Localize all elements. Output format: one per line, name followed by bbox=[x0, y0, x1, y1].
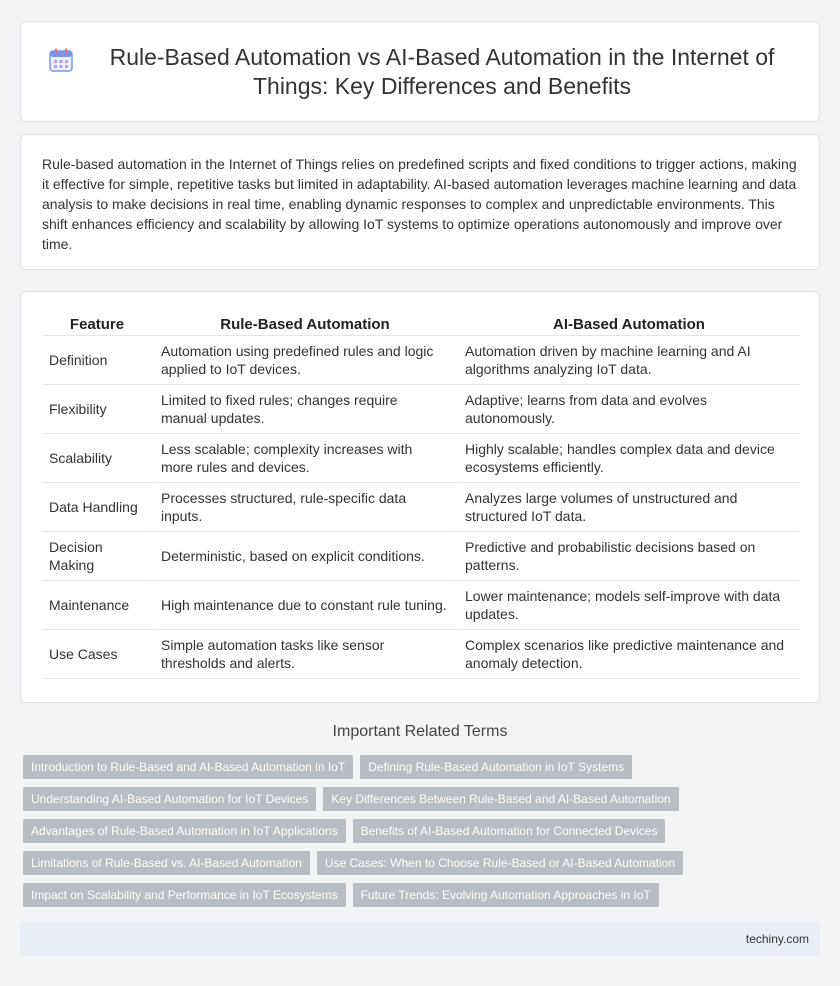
related-term-link[interactable]: Benefits of AI-Based Automation for Connected Devices bbox=[353, 819, 666, 843]
table-row bbox=[43, 532, 799, 581]
rule-based-cell: Processes structured, rule-specific data inputs. bbox=[151, 483, 455, 532]
rule-based-cell: Automation using predefined rules and logic applied to IoT devices. bbox=[151, 336, 455, 385]
intro-card bbox=[20, 134, 820, 270]
table-row bbox=[43, 581, 799, 630]
tag-row bbox=[23, 819, 823, 843]
related-terms-heading: Important Related Terms bbox=[332, 723, 508, 740]
tag-row bbox=[23, 755, 823, 779]
rule-based-cell: Deterministic, based on explicit conditions. bbox=[151, 532, 455, 581]
feature-cell: Maintenance bbox=[43, 581, 151, 630]
related-terms-list bbox=[23, 755, 823, 915]
related-term-link[interactable]: Introduction to Rule-Based and AI-Based Automation in IoT bbox=[23, 755, 353, 779]
tag-row bbox=[23, 883, 823, 907]
ai-based-cell: Complex scenarios like predictive maintenance and anomaly detection. bbox=[455, 630, 799, 679]
table-row bbox=[43, 630, 799, 679]
header-rule-based: Rule-Based Automation bbox=[151, 314, 455, 336]
related-term-link[interactable]: Future Trends: Evolving Automation Approaches in IoT bbox=[353, 883, 659, 907]
comparison-card bbox=[20, 291, 820, 703]
table-header-row bbox=[43, 314, 799, 336]
rule-based-cell: Simple automation tasks like sensor thresholds and alerts. bbox=[151, 630, 455, 679]
related-term-link[interactable]: Key Differences Between Rule-Based and AI-Based Automation bbox=[323, 787, 678, 811]
footer-site-link[interactable]: techiny.com bbox=[745, 932, 809, 946]
rule-based-cell: Less scalable; complexity increases with more rules and devices. bbox=[151, 434, 455, 483]
tag-row bbox=[23, 851, 823, 875]
header-feature: Feature bbox=[43, 314, 151, 336]
title-wrap bbox=[48, 43, 792, 101]
feature-cell: Data Handling bbox=[43, 483, 151, 532]
comparison-table bbox=[43, 314, 799, 679]
footer bbox=[20, 922, 820, 956]
related-term-link[interactable]: Limitations of Rule-Based vs. AI-Based Automation bbox=[23, 851, 310, 875]
title-card bbox=[20, 21, 820, 122]
related-term-link[interactable]: Advantages of Rule-Based Automation in IoT Applications bbox=[23, 819, 346, 843]
rule-based-cell: Limited to fixed rules; changes require manual updates. bbox=[151, 385, 455, 434]
feature-cell: Definition bbox=[43, 336, 151, 385]
ai-based-cell: Analyzes large volumes of unstructured and structured IoT data. bbox=[455, 483, 799, 532]
calendar-icon bbox=[48, 47, 74, 73]
page-title: Rule-Based Automation vs AI-Based Automation in the Internet of Things: Key Differences and Benefits bbox=[109, 43, 775, 99]
feature-cell: Scalability bbox=[43, 434, 151, 483]
feature-cell: Use Cases bbox=[43, 630, 151, 679]
related-term-link[interactable]: Understanding AI-Based Automation for IoT Devices bbox=[23, 787, 316, 811]
intro-paragraph: Rule-based automation in the Internet of Things relies on predefined scripts and fixed conditions to trigger actions, making it effective for simple, repetitive tasks but limited in adaptability. AI-based automation leverages machine learning and data analysis to make decisions in real time, enabling dynamic responses to complex and unpredictable environments. This shift enhances efficiency and scalability by allowing IoT systems to optimize operations autonomously and improve over time. bbox=[42, 156, 797, 252]
rule-based-cell: High maintenance due to constant rule tuning. bbox=[151, 581, 455, 630]
header-ai-based: AI-Based Automation bbox=[455, 314, 799, 336]
feature-cell: Flexibility bbox=[43, 385, 151, 434]
tag-row bbox=[23, 787, 823, 811]
table-row bbox=[43, 336, 799, 385]
related-term-link[interactable]: Defining Rule-Based Automation in IoT Systems bbox=[360, 755, 632, 779]
table-row bbox=[43, 434, 799, 483]
ai-based-cell: Predictive and probabilistic decisions based on patterns. bbox=[455, 532, 799, 581]
feature-cell: Decision Making bbox=[43, 532, 151, 581]
table-row bbox=[43, 483, 799, 532]
related-term-link[interactable]: Use Cases: When to Choose Rule-Based or AI-Based Automation bbox=[317, 851, 683, 875]
ai-based-cell: Lower maintenance; models self-improve with data updates. bbox=[455, 581, 799, 630]
ai-based-cell: Highly scalable; handles complex data and device ecosystems efficiently. bbox=[455, 434, 799, 483]
table-row bbox=[43, 385, 799, 434]
related-term-link[interactable]: Impact on Scalability and Performance in IoT Ecosystems bbox=[23, 883, 346, 907]
ai-based-cell: Automation driven by machine learning and AI algorithms analyzing IoT data. bbox=[455, 336, 799, 385]
ai-based-cell: Adaptive; learns from data and evolves autonomously. bbox=[455, 385, 799, 434]
